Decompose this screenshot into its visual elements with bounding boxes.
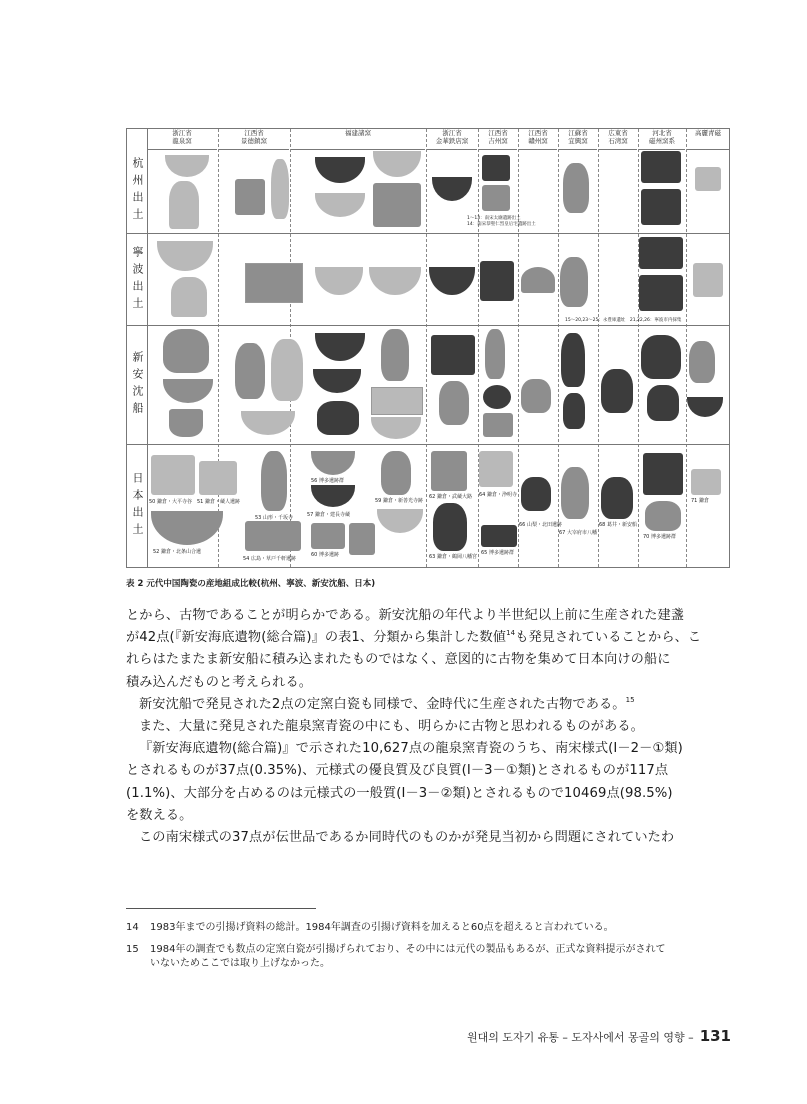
figure-label: 65 博多遺跡群	[481, 550, 514, 556]
page-footer	[467, 1027, 731, 1045]
ceramic-photo	[373, 151, 421, 177]
figure-label: 57 鎌倉・建長寺蔵	[307, 512, 350, 518]
ceramic-photo	[561, 467, 589, 519]
ceramic-photo	[639, 275, 683, 311]
figure-label: 64 鎌倉・浄明寺	[479, 492, 517, 498]
ceramic-photo	[695, 167, 721, 191]
ceramics-comparison-figure	[126, 128, 730, 568]
ceramic-photo	[641, 335, 681, 379]
ceramic-photo	[245, 521, 301, 551]
page-number: 131	[699, 1027, 731, 1045]
ceramic-photo	[315, 333, 365, 361]
figure-label: 62 鎌倉・武蔵大路	[429, 494, 472, 500]
column-header: 浙江省 龍泉窯	[147, 129, 217, 150]
ceramic-photo	[479, 451, 513, 487]
ceramic-photo	[693, 263, 723, 297]
figure-label: 68 葛井・新安船	[599, 522, 637, 528]
ceramic-photo	[483, 413, 513, 437]
ceramic-photo	[315, 267, 363, 295]
ceramic-photo	[151, 455, 195, 495]
ceramic-photo	[482, 185, 510, 211]
figure-label: 54 広島・草戸千軒遺跡	[243, 556, 296, 562]
ceramic-photo	[311, 451, 355, 475]
row-label-sinan: 新安沈船	[131, 351, 144, 419]
ceramic-photo	[647, 385, 679, 421]
column-header: 江西省 吉州窯	[479, 129, 517, 150]
figure-caption: 表 2 元代中国陶瓷の産地組成比較(杭州、寧波、新安沈船、日本)	[126, 579, 376, 589]
ceramic-photo	[521, 477, 551, 511]
paragraph-line: が42点(『新安海底遺物(総合篇)』の表1、分類から集計した数値$^{14}$も発見されていることから、こ	[126, 629, 702, 646]
ceramic-photo	[481, 525, 517, 547]
column-header: 江西省 贛州窯	[519, 129, 557, 150]
ceramic-photo	[439, 381, 469, 425]
ceramic-photo	[689, 341, 715, 383]
ceramic-photo	[381, 329, 409, 381]
figure-label: 52 鎌倉・北条山合遺	[153, 549, 201, 555]
paragraph-line: (1.1%)、大部分を占めるのは元様式の一般質(Ⅰ－3－②類)とされるもので10469点(98.5%)	[126, 785, 673, 801]
ceramic-photo	[521, 267, 555, 293]
ceramic-photo	[561, 333, 585, 387]
ceramic-photo	[371, 387, 423, 415]
ceramic-photo	[687, 397, 723, 417]
ceramic-photo	[261, 451, 287, 511]
figure-label: 67 大宰府市八幡	[559, 530, 597, 536]
paragraph-line: また、大量に発見された龍泉窯青瓷の中にも、明らかに古物と思われるものがある。	[139, 719, 644, 735]
ceramic-photo	[521, 379, 551, 413]
footnote-15: 15 1984年の調査でも数点の定窯白瓷が引揚げられており、その中には元代の製品もあるが、正式な資料提示がされて いないためここでは取り上げなかった。	[126, 944, 666, 969]
ceramic-photo	[315, 193, 365, 217]
ceramic-photo	[560, 257, 588, 307]
paragraph-line: この南宋様式の37点が伝世品であるか同時代のものかが発見当初から問題にされていたわ	[139, 830, 675, 846]
ceramic-photo	[271, 159, 289, 219]
figure-label: 51 鎌倉・蔵人遺跡	[197, 499, 240, 505]
ceramic-photo	[645, 501, 681, 531]
ceramic-photo	[431, 335, 475, 375]
ceramic-photo	[485, 329, 505, 379]
figure-label: 70 博多遺跡群	[643, 534, 676, 540]
figure-label: 50 鎌倉・大平寺谷	[149, 499, 192, 505]
ceramic-photo	[157, 241, 213, 271]
footnote-14: 14 1983年までの引揚げ資料の総計。1984年調査の引揚げ資料を加えると60点を超えると言われている。	[126, 922, 614, 933]
row-label-hangzhou: 杭州出土	[131, 157, 144, 225]
ceramic-photo	[639, 237, 683, 269]
column-header: 江西省 景德鎮窯	[219, 129, 289, 150]
ceramic-photo	[483, 385, 511, 409]
footnote-ref[interactable]: 14	[506, 629, 516, 638]
paragraph-line: とから、古物であることが明らかである。新安沈船の年代より半世紀以上前に生産された建盞	[126, 608, 685, 623]
figure-label: 56 博多遺跡群	[311, 478, 344, 484]
ceramic-photo	[315, 157, 365, 183]
ceramic-photo	[311, 523, 345, 549]
ceramic-photo	[163, 329, 209, 373]
ceramic-photo	[563, 163, 589, 213]
footnote-divider	[126, 908, 316, 909]
ceramic-photo	[643, 453, 683, 495]
ceramic-photo	[311, 485, 355, 507]
ceramic-photo	[163, 379, 213, 403]
footnote-ref[interactable]: 15	[625, 695, 635, 704]
figure-label: 60 博多遺跡	[311, 552, 339, 558]
ceramic-photo	[151, 511, 223, 545]
ceramic-photo	[381, 451, 411, 495]
column-header: 河北省 磁州窯系	[639, 129, 685, 150]
ceramic-photo	[373, 183, 421, 227]
ceramic-photo	[271, 339, 303, 401]
ceramic-photo	[641, 189, 681, 225]
row-label-ningbo: 寧波出土	[131, 245, 144, 314]
ceramic-photo	[245, 263, 303, 303]
paragraph-line: 『新安海底遺物(総合篇)』で示された10,627点の龍泉窯青瓷のうち、南宋様式(Ⅰ－2－①類)	[139, 741, 683, 757]
ceramic-photo	[429, 267, 475, 295]
figure-label: 66 山梨・北田遺跡	[519, 522, 562, 528]
ceramic-photo	[691, 469, 721, 495]
ceramic-photo	[235, 179, 265, 215]
ceramic-photo	[563, 393, 585, 429]
ceramic-photo	[169, 409, 203, 437]
ceramic-photo	[165, 155, 209, 177]
ceramic-photo	[313, 369, 361, 393]
ceramic-photo	[241, 411, 295, 435]
ceramic-photo	[641, 151, 681, 183]
ceramic-photo	[601, 369, 633, 413]
figure-note: 15～20,23～25：永豊庫遺址 21,22,26：寧波市内採集	[565, 318, 682, 323]
figure-label: 53 山形・千坂寺	[255, 515, 293, 521]
paragraph-line: 新安沈船で発見された2点の定窯白瓷も同様で、金時代に生産された古物である。$^{15}$	[139, 695, 635, 712]
ceramic-photo	[317, 401, 359, 435]
column-header: 福建諸窯	[291, 129, 425, 150]
ceramic-photo	[235, 343, 265, 399]
ceramic-photo	[371, 417, 421, 439]
paragraph-line: れらはたまたま新安船に積み込まれたものではなく、意図的に古物を集めて日本向けの船に	[126, 652, 671, 668]
figure-note: 1～13：南宋太廟遺跡出土 14：南宋恭聖仁烈皇后宅遺跡出土	[467, 216, 536, 227]
ceramic-photo	[431, 451, 467, 491]
figure-label: 59 鎌倉・新善光寺跡	[375, 498, 423, 504]
figure-label: 63 鎌倉・鶴岡八幡宮	[429, 554, 477, 560]
running-title: 원대의 도자기 유통 – 도자사에서 몽골의 영향 –	[466, 1031, 694, 1044]
ceramic-photo	[601, 477, 633, 519]
figure-label: 71 鎌倉	[691, 498, 709, 504]
ceramic-photo	[480, 261, 514, 301]
ceramic-photo	[432, 177, 472, 201]
ceramic-photo	[482, 155, 510, 181]
ceramic-photo	[171, 277, 207, 317]
column-header: 高麗青磁	[687, 129, 729, 150]
paragraph-line: とされるものが37点(0.35%)、元様式の優良質及び良質(Ⅰ－3－①類)とされるものが117点	[126, 763, 669, 779]
ceramic-photo	[369, 267, 421, 295]
paragraph-line: を数える。	[126, 807, 193, 823]
ceramic-photo	[169, 181, 199, 229]
ceramic-photo	[377, 509, 423, 533]
ceramic-photo	[199, 461, 237, 495]
column-header: 広東省 石湾窯	[599, 129, 637, 150]
ceramic-photo	[433, 503, 467, 551]
column-header: 浙江省 金華鉄店窯	[427, 129, 477, 150]
paragraph-line: 積み込んだものと考えられる。	[126, 674, 313, 690]
ceramic-photo	[349, 523, 375, 555]
column-header: 江蘇省 宜興窯	[559, 129, 597, 150]
body-text	[126, 605, 736, 849]
row-label-japan: 日本出土	[131, 472, 144, 540]
